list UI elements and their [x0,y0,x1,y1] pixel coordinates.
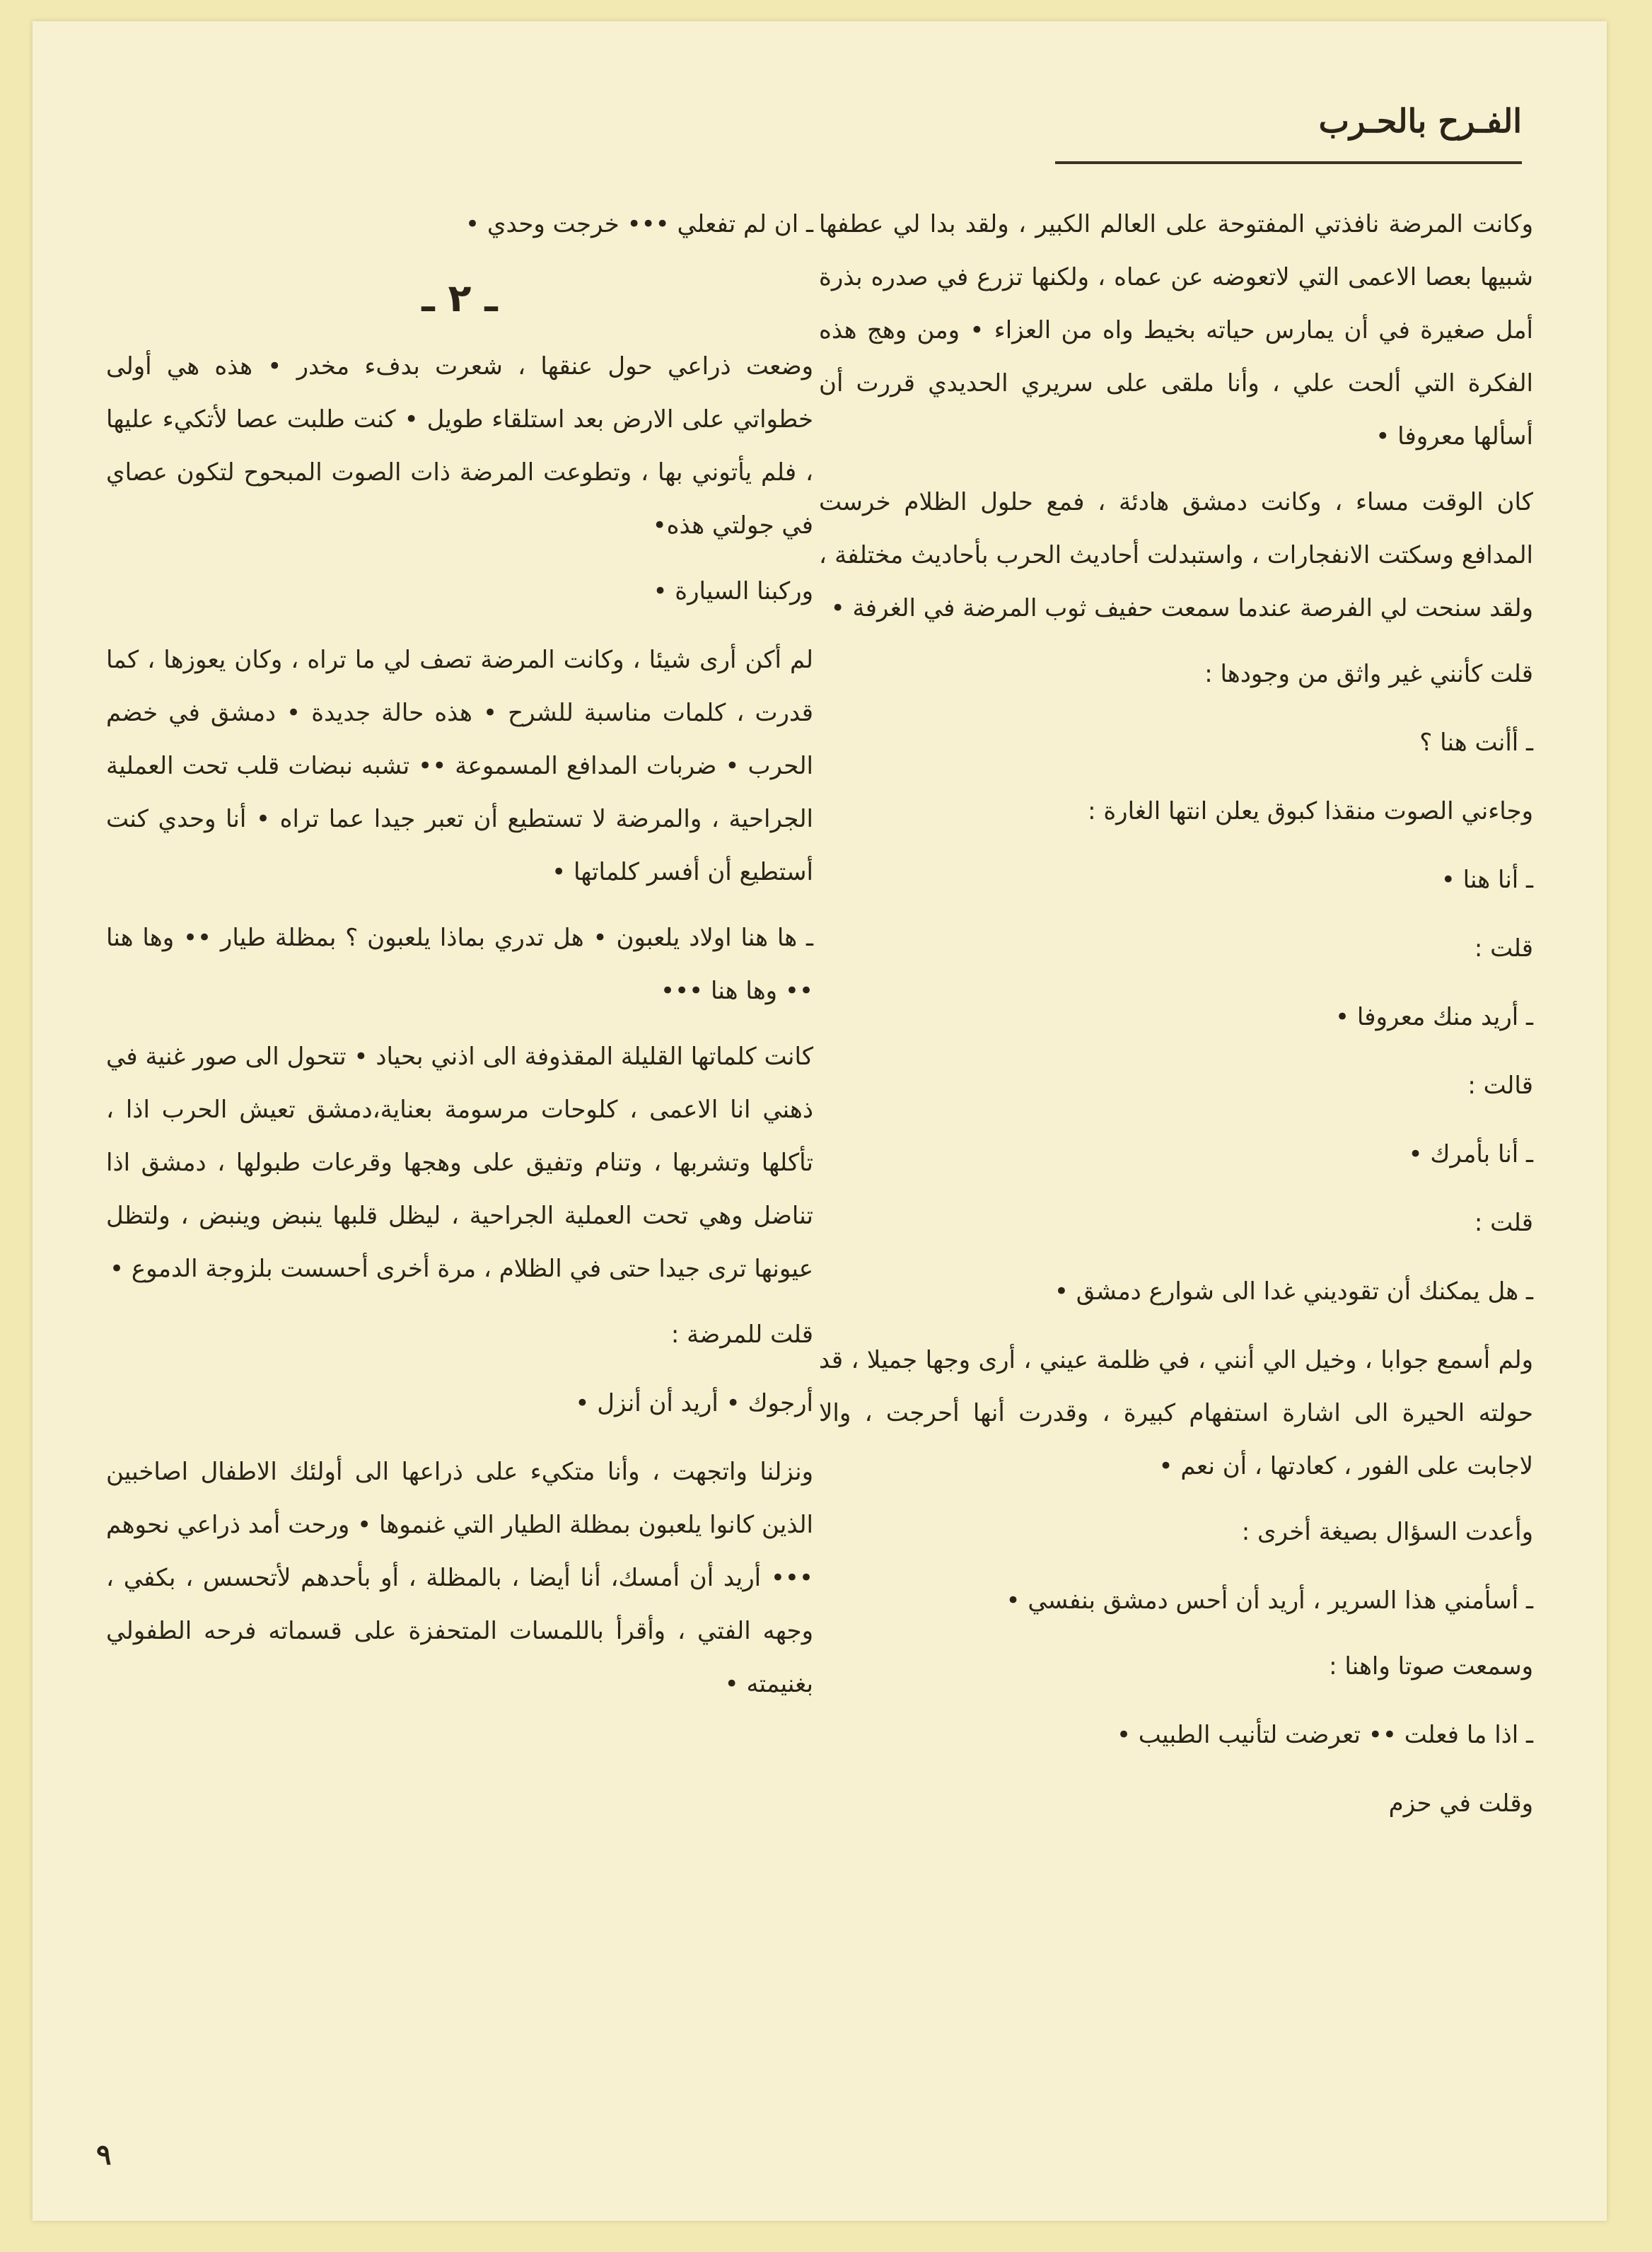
dialogue-line: ـ أريد منك معروفا • [1335,1003,1533,1031]
magazine-page [33,21,1607,2221]
right-column [819,198,1533,1846]
paragraph: ولم أسمع جوابا ، وخيل الي أنني ، في ظلمة عيني ، أرى وجها جميلا ، قد حولته الحيرة الى اشارة استفهام كبيرة ، وقدرت أنها أحرجت ، والا لاجابت على الفور ، كعادتها ، أن نعم • [819,1346,1533,1480]
dialogue-line: قلت : [1474,934,1533,963]
paragraph: لم أكن أرى شيئا ، وكانت المرضة تصف لي ما تراه ، وكان يعوزها ، كما قدرت ، كلمات مناسبة للشرح • هذه حالة جديدة • دمشق في خضم الحرب • ضربات المدافع المسموعة •• تشبه نبضات قلب تحت العملية الجراحية ، والمرضة لا تستطيع أن تعبر جيدا عما تراه • أنا وحدي كنت أستطيع أن أفسر كلماتها • [106,646,813,886]
paragraph: قلت كأنني غير واثق من وجودها : [1204,660,1533,688]
dialogue-line: ـ هل يمكنك أن تقوديني غدا الى شوارع دمشق • [1054,1277,1533,1306]
dialogue-line: ـ ها هنا اولاد يلعبون • هل تدري بماذا يلعبون ؟ بمظلة طيار •• وها هنا •• وها هنا ••• [106,924,813,1005]
dialogue-line: قالت : [1467,1072,1533,1100]
paragraph: وقلت في حزم [1388,1789,1533,1818]
dialogue-line: ـ أنا هنا • [1441,866,1533,894]
paragraph: ونزلنا واتجهت ، وأنا متكيء على ذراعها الى أولئك الاطفال اصاخبين الذين كانوا يلعبون بمظلة الطيار التي غنموها • ورحت أمد ذراعي نحوهم ••• أريد أن أمسك، أنا أيضا ، بالمظلة ، أو بأحدهم لأتحسس ، بكفي ، وجهه الفتي ، وأقرأ باللمسات المتحفزة على قسماته فرحه الطفولي بغنيمته • [106,1458,813,1698]
section-number: ـ ٢ ـ [421,276,498,320]
header-rule [1055,161,1522,164]
paragraph: وسمعت صوتا واهنا : [1329,1652,1533,1681]
dialogue-line: أرجوك • أريد أن أنزل • [575,1389,813,1417]
page-number: ٩ [96,2138,112,2171]
dialogue-line: ـ اذا ما فعلت •• تعرضت لتأنيب الطبيب • [1116,1721,1533,1749]
dialogue-line: ـ ان لم تفعلي ••• خرجت وحدي • [465,210,813,238]
paragraph: كانت كلماتها القليلة المقذوفة الى اذني بحياد • تتحول الى صور غنية في ذهني انا الاعمى ، كلوحات مرسومة بعناية،دمشق تعيش الحرب اذا ، تأكلها وتشربها ، وتنام وتفيق على وهجها وقرعات طبولها ، دمشق اذا تناضل وهي تحت العملية الجراحية ، ليظل قلبها ينبض وينبض ، ولتظل عيونها ترى جيدا حتى في الظلام ، مرة أخرى أحسست بلزوجة الدموع • [106,1043,813,1283]
dialogue-line: ـ أأنت هنا ؟ [1419,729,1533,757]
running-title: الفـرح بالحـرب [1318,102,1522,140]
paragraph: وضعت ذراعي حول عنقها ، شعرت بدفء مخدر • هذه هي أولى خطواتي على الارض بعد استلقاء طويل • كنت طلبت عصا لأتكيء عليها ، فلم يأتوني بها ، وتطوعت المرضة ذات الصوت المبحوح لتكون عصاي في جولتي هذه• [106,352,813,540]
paragraph: وركبنا السيارة • [653,577,813,605]
dialogue-line: ـ أسأمني هذا السرير ، أريد أن أحس دمشق بنفسي • [1006,1586,1533,1615]
paragraph: كان الوقت مساء ، وكانت دمشق هادئة ، فمع حلول الظلام خرست المدافع وسكتت الانفجارات ، واستبدلت أحاديث الحرب بأحاديث مختلفة ، ولقد سنحت لي الفرصة عندما سمعت حفيف ثوب المرضة في الغرفة • [819,488,1533,622]
page-header [1055,89,1522,167]
paragraph: قلت للمرضة : [670,1321,813,1349]
paragraph: وكانت المرضة نافذتي المفتوحة على العالم الكبير ، ولقد بدا لي عطفها شبيها بعصا الاعمى التي لاتعوضه عن عماه ، ولكنها تزرع في صدره بذرة أمل صغيرة في أن يمارس حياته بخيط واه من العزاء • ومن وهج هذه الفكرة التي ألحت علي ، وأنا ملقى على سريري الحديدي قررت أن أسألها معروفا • [819,210,1533,451]
left-column [106,198,813,1724]
paragraph: وجاءني الصوت منقذا كبوق يعلن انتها الغارة : [1088,797,1533,825]
paragraph: وأعدت السؤال بصيغة أخرى : [1241,1518,1533,1546]
dialogue-line: ـ أنا بأمرك • [1408,1140,1533,1168]
dialogue-line: قلت : [1474,1209,1533,1237]
